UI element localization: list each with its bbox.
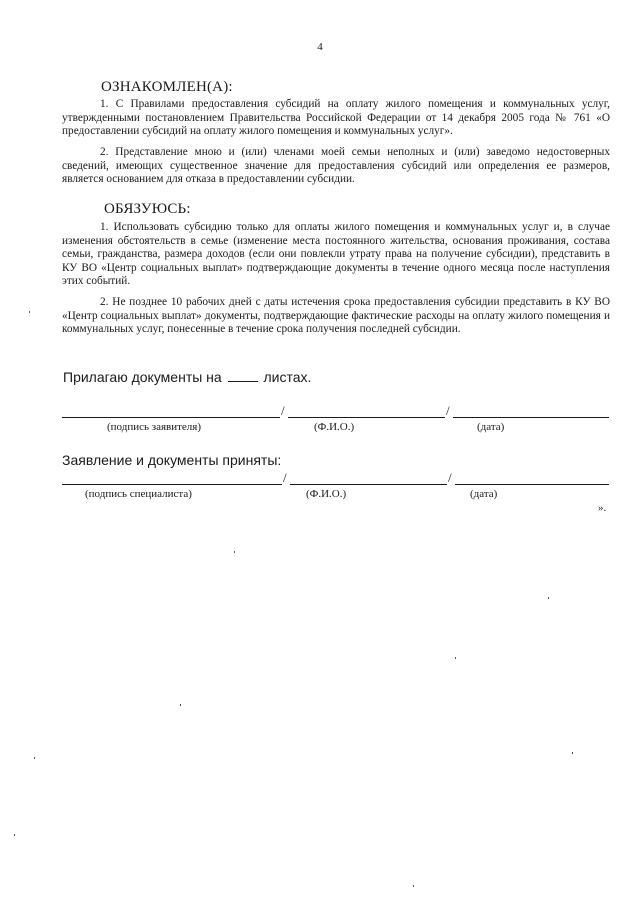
scan-speck xyxy=(234,551,235,553)
applicant-signature-caption: (подпись заявителя) xyxy=(107,421,202,433)
undertake-heading: ОБЯЗУЮСЬ: xyxy=(104,201,191,217)
attachments-suffix: листах. xyxy=(263,369,312,385)
received-label: Заявление и документы приняты: xyxy=(62,452,282,468)
scan-speck xyxy=(548,597,549,599)
specialist-date-caption: (дата) xyxy=(470,488,498,500)
undertake-item-1: 1. Использовать субсидию только для оплаты жилого помещения и коммунальных услуг и, в случае изменения обстоятельств в семье (изменение места постоянного жительства, основания проживания, состава семьи, гражданства, размера доходов (если они повлекли утрату права на получение субсидии), представить в КУ ВО «Центр социальных выплат» подтверждающие документы в течение одного месяца после наступления этих событий. xyxy=(62,221,610,288)
applicant-separator-2: / xyxy=(446,403,450,418)
applicant-separator-1: / xyxy=(281,403,285,418)
attachments-line xyxy=(63,369,311,385)
applicant-name-caption: (Ф.И.О.) xyxy=(314,421,355,433)
scan-speck xyxy=(180,704,181,706)
specialist-separator-2: / xyxy=(448,470,452,485)
specialist-signature-field[interactable] xyxy=(62,484,282,485)
undertake-item-2: 2. Не позднее 10 рабочих дней с даты истечения срока предоставления субсидии представить в КУ ВО «Центр социальных выплат» документы, подтверждающие фактические расходы на оплату жилого помещения и коммунальных услуг, понесенные в течение срока получения последней субсидии. xyxy=(62,296,610,336)
scan-speck xyxy=(14,834,15,836)
scan-speck xyxy=(572,752,573,754)
scan-speck xyxy=(29,311,30,313)
applicant-date-caption: (дата) xyxy=(477,421,505,433)
closing-quote-mark: ». xyxy=(598,502,607,514)
acknowledged-item-2: 2. Представление мною и (или) членами моей семьи неполных и (или) заведомо недостоверных сведений, имеющих существенное значение для предоставления субсидий или определения ее размеров, является основанием для отказа в предоставлении субсидии. xyxy=(62,146,610,186)
specialist-name-field[interactable] xyxy=(290,484,447,485)
acknowledged-heading: ОЗНАКОМЛЕН(А): xyxy=(101,79,233,95)
acknowledged-item-1: 1. С Правилами предоставления субсидий на оплату жилого помещения и коммунальных услуг, утвержденными постановлением Правительства Российской Федерации от 14 декабря 2005 года № 761 «О предоставлении субсидий на оплату жилого помещения и коммунальных услуг». xyxy=(62,98,610,138)
applicant-signature-field[interactable] xyxy=(62,417,280,418)
scan-speck xyxy=(34,757,35,759)
scan-speck xyxy=(413,885,414,887)
specialist-name-caption: (Ф.И.О.) xyxy=(306,488,347,500)
specialist-date-field[interactable] xyxy=(455,484,609,485)
sheet-count-blank[interactable] xyxy=(228,371,258,382)
specialist-separator-1: / xyxy=(283,470,287,485)
scan-speck xyxy=(455,657,456,659)
page-number: 4 xyxy=(317,41,323,53)
specialist-signature-caption: (подпись специалиста) xyxy=(85,488,192,500)
attachments-prefix: Прилагаю документы на xyxy=(63,369,222,385)
applicant-name-field[interactable] xyxy=(288,417,445,418)
applicant-date-field[interactable] xyxy=(453,417,609,418)
